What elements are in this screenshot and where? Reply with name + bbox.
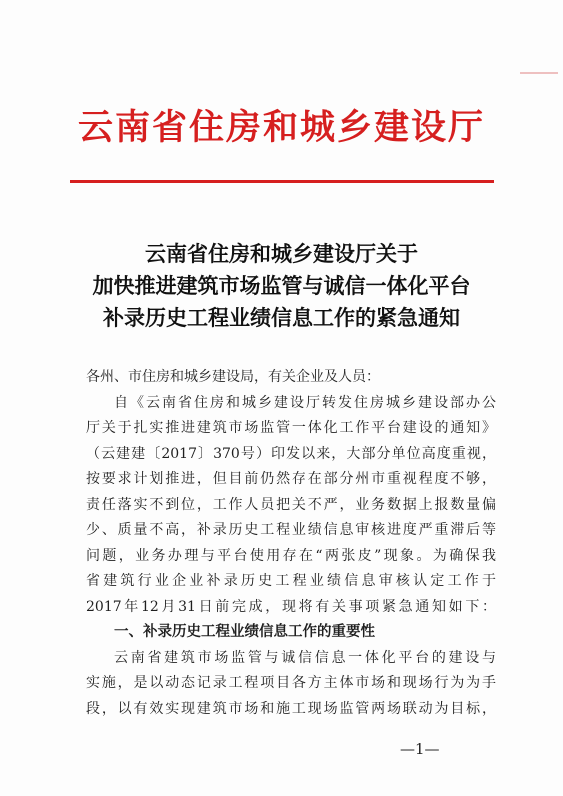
paragraph-line: 云南省建筑市场监管与诚信信息一体化平台的建设与 <box>114 649 496 666</box>
paragraph-line: 段，以有效实现建筑市场和施工现场监管两场联动为目标， <box>86 700 496 717</box>
document-title-line: 补录历史工程业绩信息工作的紧急通知 <box>103 305 460 330</box>
scan-edge-mark <box>520 72 558 74</box>
paragraph-line: 省建筑行业企业补录历史工程业绩信息审核认定工作于 <box>86 573 496 589</box>
section-heading: 一、补录历史工程业绩信息工作的重要性 <box>114 624 375 640</box>
document-body <box>86 365 496 722</box>
document-title-line: 云南省住房和城乡建设厅关于 <box>145 241 418 266</box>
paragraph-line: 按要求计划推进，但目前仍然存在部分州市重视程度不够， <box>86 471 496 487</box>
salutation: 各州、市住房和城乡建设局，有关企业及人员： <box>86 369 380 385</box>
paragraph-line: 责任落实不到位，工作人员把关不严，业务数据上报数量偏 <box>86 496 496 513</box>
paragraph-line: （云建建〔2017〕370号）印发以来，大部分单位高度重视， <box>86 445 496 462</box>
paragraph-line: 自《云南省住房和城乡建设厅转发住房城乡建设部办公 <box>114 394 496 411</box>
paragraph-line: 问题，业务办理与平台使用存在“两张皮”现象。为确保我 <box>86 547 496 564</box>
document-title-line: 加快推进建筑市场监管与诚信一体化平台 <box>92 273 471 298</box>
paragraph-line: 少、质量不高，补录历史工程业绩信息审核进度严重滞后等 <box>86 522 496 538</box>
paragraph-line: 厅关于扎实推进建筑市场监管一体化工作平台建设的通知》 <box>86 420 496 436</box>
paragraph-line: 2017年12月31日前完成，现将有关事项紧急通知如下： <box>86 598 496 615</box>
paragraph-line: 实施，是以动态记录工程项目各方主体市场和现场行为为手 <box>86 675 496 691</box>
document-title <box>0 238 563 334</box>
letterhead-red-rule <box>70 180 494 183</box>
letterhead-title: 云南省住房和城乡建设厅 <box>77 107 485 148</box>
page-number: —1— <box>400 740 440 758</box>
